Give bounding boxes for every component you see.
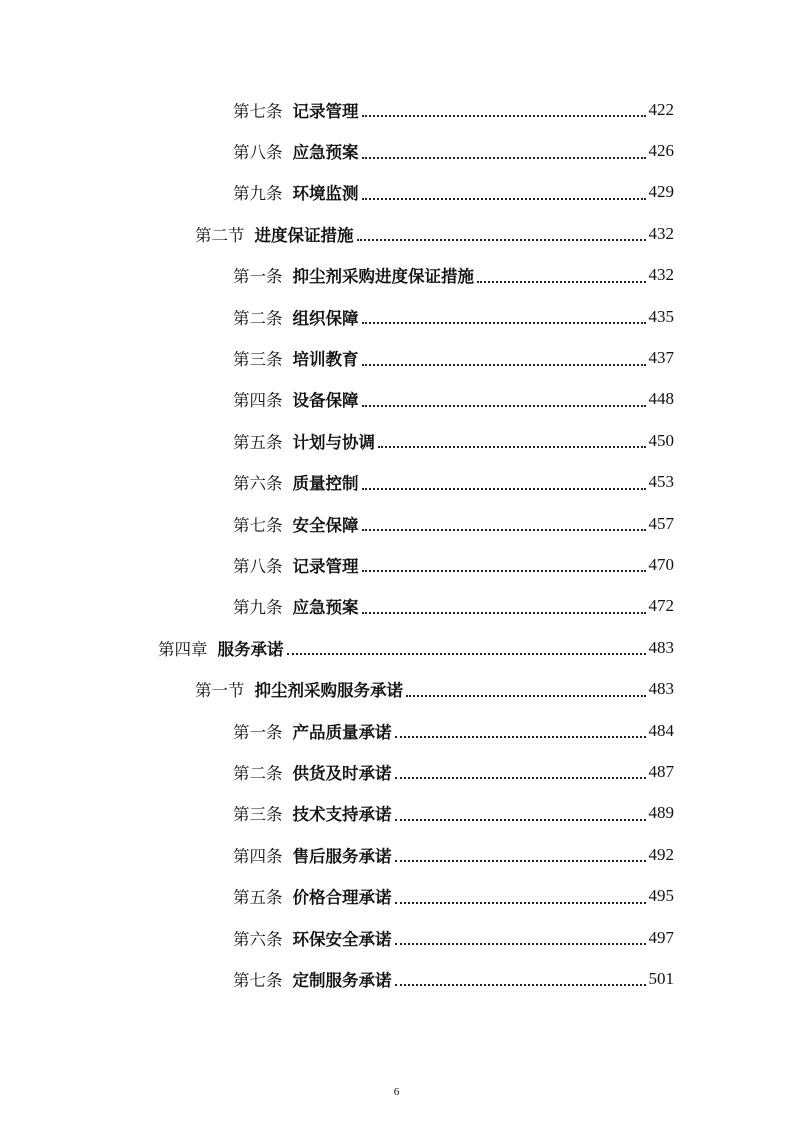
toc-entry-label: 第八条 (233, 143, 283, 163)
toc-entry-title: 环境监测 (292, 184, 359, 204)
toc-entry[interactable] (0, 917, 793, 958)
toc-section[interactable] (0, 668, 793, 709)
dot-leader (395, 735, 646, 738)
toc-entry-page: 483 (648, 679, 674, 699)
toc-entry-title: 定制服务承诺 (292, 970, 392, 990)
toc-entry[interactable] (0, 89, 793, 130)
toc-entry-page: 484 (648, 720, 674, 740)
toc-entry-title: 组织保障 (292, 308, 359, 328)
toc-entry[interactable] (0, 751, 793, 792)
toc-entry-title: 服务承诺 (217, 639, 284, 659)
toc-entry[interactable] (0, 130, 793, 171)
dot-leader (362, 321, 646, 324)
toc-entry-page: 429 (648, 182, 674, 202)
toc-entry-title: 供货及时承诺 (292, 763, 392, 783)
toc-entry-label: 第二节 (195, 225, 245, 245)
toc-entry-label: 第二条 (233, 763, 283, 783)
toc-entry-label: 第三条 (233, 805, 283, 825)
dot-leader (395, 901, 646, 904)
toc-entry-page: 472 (648, 596, 674, 616)
toc-entry-title: 应急预案 (292, 598, 359, 618)
dot-leader (395, 818, 646, 821)
toc-entry[interactable] (0, 462, 793, 503)
dot-leader (395, 942, 646, 945)
toc-entry-label: 第五条 (233, 888, 283, 908)
toc-entry[interactable] (0, 793, 793, 834)
toc-entry-title: 售后服务承诺 (292, 846, 392, 866)
toc-entry[interactable] (0, 379, 793, 420)
dot-leader (362, 156, 646, 159)
toc-entry-page: 450 (648, 430, 674, 450)
toc-entry-label: 第六条 (233, 474, 283, 494)
toc-entry-title: 记录管理 (292, 101, 359, 121)
dot-leader (406, 694, 646, 697)
toc-entry-title: 计划与协调 (292, 432, 375, 452)
toc-entry-page: 432 (648, 223, 674, 243)
dot-leader (362, 569, 646, 572)
toc-entry-page: 470 (648, 554, 674, 574)
toc-entry-label: 第五条 (233, 432, 283, 452)
toc-entry-label: 第二条 (233, 308, 283, 328)
toc-entry-title: 抑尘剂采购服务承诺 (254, 681, 403, 701)
dot-leader (362, 487, 646, 490)
toc-entry-label: 第四条 (233, 391, 283, 411)
dot-leader (477, 280, 646, 283)
dot-leader (287, 652, 646, 655)
toc-entry-page: 448 (648, 389, 674, 409)
toc-entry[interactable] (0, 544, 793, 585)
dot-leader (395, 776, 646, 779)
toc-entry[interactable] (0, 420, 793, 461)
toc-entry-title: 抑尘剂采购进度保证措施 (292, 267, 474, 287)
toc-entry-label: 第四章 (158, 639, 208, 659)
toc-entry-title: 培训教育 (292, 350, 359, 370)
dot-leader (362, 611, 646, 614)
toc-entry-title: 记录管理 (292, 556, 359, 576)
dot-leader (378, 445, 646, 448)
toc-entry-page: 489 (648, 803, 674, 823)
toc-entry-page: 501 (648, 968, 674, 988)
toc-entry-label: 第一节 (195, 681, 245, 701)
dot-leader (362, 197, 646, 200)
toc-entry[interactable] (0, 958, 793, 999)
toc-entry-label: 第一条 (233, 267, 283, 287)
toc-entry[interactable] (0, 834, 793, 875)
toc-entry-label: 第八条 (233, 556, 283, 576)
page-number: 6 (393, 1086, 400, 1098)
toc-entry-page: 437 (648, 348, 674, 368)
toc-entry-label: 第九条 (233, 598, 283, 618)
toc-entry-page: 495 (648, 886, 674, 906)
dot-leader (362, 114, 646, 117)
dot-leader (362, 363, 646, 366)
dot-leader (395, 983, 646, 986)
toc-entry[interactable] (0, 710, 793, 751)
toc-entry-page: 422 (648, 99, 674, 119)
toc-entry-title: 安全保障 (292, 515, 359, 535)
toc-entry-page: 487 (648, 761, 674, 781)
toc-entry-label: 第三条 (233, 350, 283, 370)
toc-entry[interactable] (0, 296, 793, 337)
toc-entry-title: 价格合理承诺 (292, 888, 392, 908)
toc-entry-label: 第九条 (233, 184, 283, 204)
toc-section[interactable] (0, 213, 793, 254)
toc-entry-page: 483 (648, 637, 674, 657)
toc-entry-page: 457 (648, 513, 674, 533)
toc-entry-title: 应急预案 (292, 143, 359, 163)
toc-entry-label: 第七条 (233, 515, 283, 535)
toc-entry-label: 第六条 (233, 929, 283, 949)
dot-leader (395, 859, 646, 862)
toc-entry-page: 426 (648, 141, 674, 161)
toc-entry-title: 技术支持承诺 (292, 805, 392, 825)
toc-entry-label: 第七条 (233, 970, 283, 990)
dot-leader (362, 528, 646, 531)
toc-entry-title: 质量控制 (292, 474, 359, 494)
toc-entry-page: 492 (648, 844, 674, 864)
toc-entry-title: 设备保障 (292, 391, 359, 411)
toc-entry-page: 497 (648, 927, 674, 947)
toc-entry-label: 第一条 (233, 722, 283, 742)
toc-entry-title: 进度保证措施 (254, 225, 354, 245)
toc-entry[interactable] (0, 337, 793, 378)
toc-entry[interactable] (0, 875, 793, 916)
dot-leader (362, 404, 646, 407)
toc-entry-page: 453 (648, 472, 674, 492)
toc-entry[interactable] (0, 586, 793, 627)
toc-entry-page: 432 (648, 265, 674, 285)
toc-entry-page: 435 (648, 306, 674, 326)
toc-entry-title: 产品质量承诺 (292, 722, 392, 742)
toc-chapter[interactable] (0, 627, 793, 668)
toc-entry[interactable] (0, 255, 793, 296)
toc-entry[interactable] (0, 172, 793, 213)
table-of-contents (0, 89, 793, 1000)
toc-entry-label: 第七条 (233, 101, 283, 121)
toc-entry-title: 环保安全承诺 (292, 929, 392, 949)
toc-entry-label: 第四条 (233, 846, 283, 866)
dot-leader (357, 238, 646, 241)
toc-entry[interactable] (0, 503, 793, 544)
